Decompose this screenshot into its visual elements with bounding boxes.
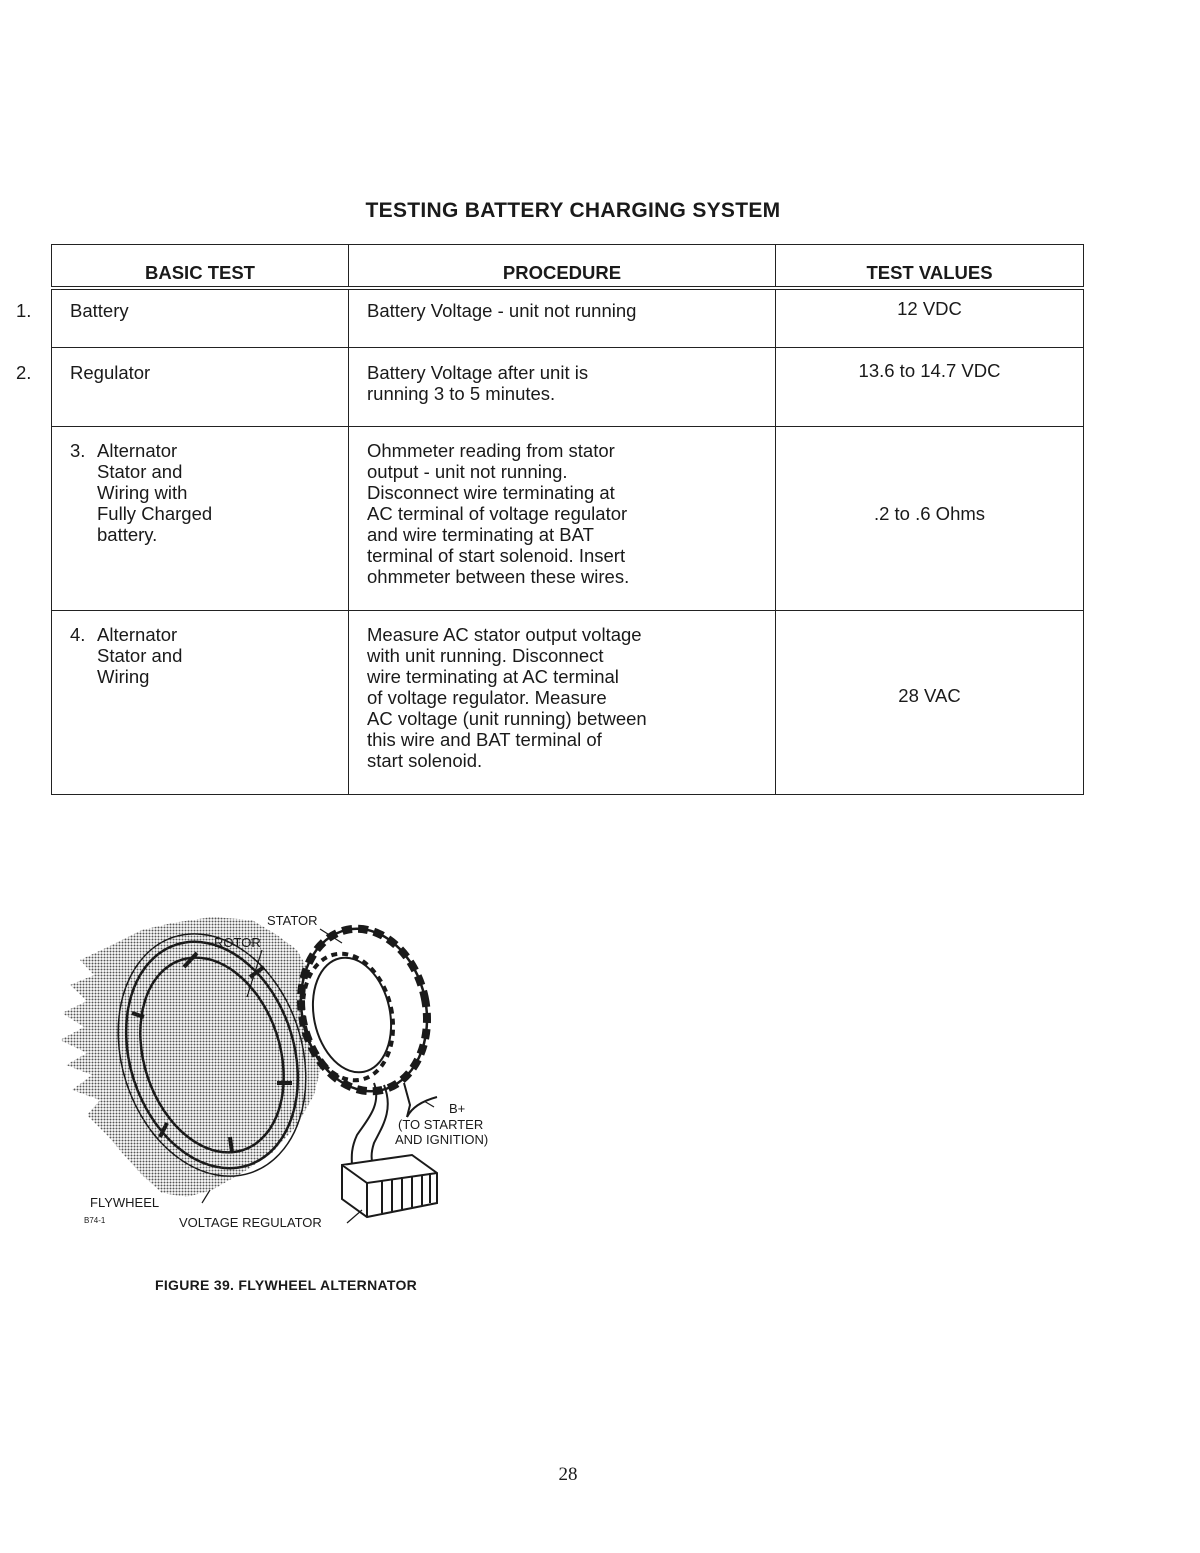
header-test-values: TEST VALUES [776,245,1084,289]
basic-test-cell [52,610,349,794]
basic-test-cell [16,288,349,347]
test-line: battery. [97,523,158,545]
label-flywheel: FLYWHEEL [90,1195,160,1210]
test-line: Alternator [97,439,178,461]
test-line: Regulator [70,361,151,383]
header-basic-test: BASIC TEST [52,245,349,289]
test-value-cell [776,610,1084,794]
test-value: 12 VDC [897,298,962,319]
header-procedure: PROCEDURE [349,245,776,289]
test-value: 13.6 to 14.7 VDC [858,359,1001,381]
test-line: Stator and [97,644,183,666]
test-line: Fully Charged [97,502,213,524]
figure-caption: FIGURE 39. FLYWHEEL ALTERNATOR [155,1277,418,1293]
test-line: Alternator [97,623,178,645]
test-value-cell [776,426,1084,610]
alternator-illustration [52,905,532,1240]
table-row [52,610,1084,794]
test-table [16,244,1084,795]
label-b-plus: B+ [449,1101,466,1116]
procedure-line: Battery Voltage - unit not running [367,300,637,321]
basic-test-cell [52,426,349,610]
table-row [52,288,1084,347]
row-number: 1. [16,300,32,321]
label-and-ignition: AND IGNITION) [395,1132,489,1147]
test-line: Wiring [97,665,150,687]
test-line: Stator and [97,460,183,482]
label-stator: STATOR [267,913,318,928]
voltage-regulator-shape [342,1155,437,1217]
test-line: Battery [70,300,129,321]
procedure-line: Battery Voltage after unit is [367,361,589,383]
procedure-line: with unit running. Disconnect [367,644,604,666]
page-title: TESTING BATTERY CHARGING SYSTEM [365,199,781,222]
procedure-line: AC terminal of voltage regulator [367,502,628,524]
test-value-cell [776,288,1084,347]
label-to-starter: (TO STARTER [398,1117,484,1132]
procedure-line: and wire terminating at BAT [367,523,594,545]
row-number: 2. [16,361,32,383]
procedure-line: AC voltage (unit running) between [367,707,647,729]
test-value: .2 to .6 Ohms [873,502,986,524]
label-rotor: ROTOR [214,935,261,950]
procedure-cell [349,288,776,347]
table-header-row [52,245,1084,289]
label-voltage-regulator: VOLTAGE REGULATOR [179,1215,322,1230]
label-figure-code: B74-1 [84,1216,106,1225]
procedure-line: wire terminating at AC terminal [367,665,619,687]
basic-test-cell [16,347,349,426]
procedure-line: this wire and BAT terminal of [367,728,602,750]
alternator-figure [52,905,532,1240]
test-value-cell [776,347,1084,426]
row-number: 4. [70,623,86,645]
procedure-cell [349,426,776,610]
procedure-line: output - unit not running. [367,460,568,482]
procedure-cell [349,347,776,426]
procedure-cell [349,610,776,794]
procedure-line: of voltage regulator. Measure [367,686,607,708]
procedure-line: Measure AC stator output voltage [367,623,642,645]
page-number: 28 [558,1464,578,1485]
procedure-line: Ohmmeter reading from stator [367,439,615,461]
procedure-line: terminal of start solenoid. Insert [367,544,626,566]
row-number: 3. [70,439,86,461]
table-row [52,347,1084,426]
procedure-line: running 3 to 5 minutes. [367,382,556,404]
test-value: 28 VAC [898,684,961,706]
test-line: Wiring with [97,481,188,503]
procedure-line: start solenoid. [367,749,483,771]
procedure-line: ohmmeter between these wires. [367,565,630,587]
table-row [52,426,1084,610]
procedure-line: Disconnect wire terminating at [367,481,615,503]
